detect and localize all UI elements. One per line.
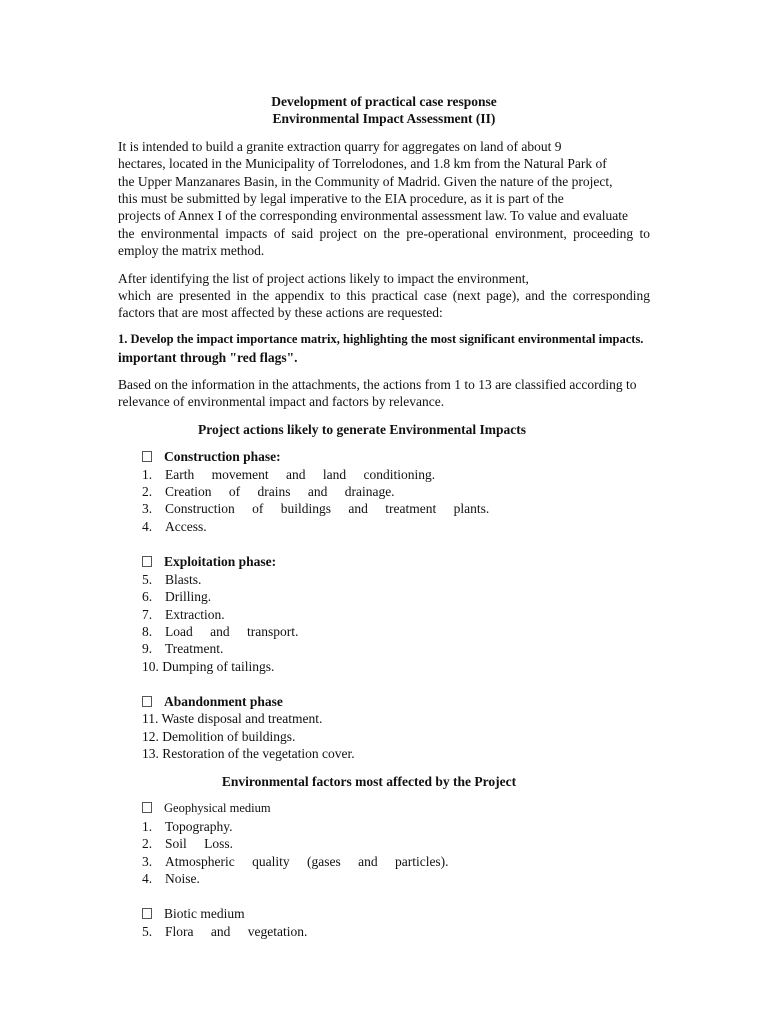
item-text: Topography. xyxy=(165,819,233,834)
list-item xyxy=(142,500,489,517)
question-line1: 1. Develop the impact importance matrix, highlighting the most significant environmental impacts. xyxy=(118,332,644,346)
item-number: 1. xyxy=(142,467,153,482)
checkbox-bullet-icon xyxy=(142,556,152,567)
list-item xyxy=(142,571,201,588)
phase-construction xyxy=(142,448,281,465)
paragraph-line: Based on the information in the attachments, the actions from 1 to 13 are classified according to xyxy=(118,377,637,392)
list-item xyxy=(142,623,298,640)
list-item xyxy=(142,483,395,500)
item-text: Blasts. xyxy=(165,572,202,587)
question-line2: important through "red flags". xyxy=(118,350,298,365)
medium-biotic xyxy=(142,905,245,922)
checkbox-bullet-icon xyxy=(142,802,152,813)
medium-geophysical xyxy=(142,800,271,817)
item-text: Load and transport. xyxy=(165,624,299,639)
item-number: 8. xyxy=(142,624,153,639)
item-number: 10. xyxy=(142,659,159,674)
item-text: Flora and vegetation. xyxy=(165,924,308,939)
item-number: 1. xyxy=(142,819,153,834)
item-text: Access. xyxy=(165,519,207,534)
item-text: Construction of buildings and treatment plants. xyxy=(165,501,490,516)
list-item xyxy=(142,853,449,870)
document-title-line2: Environmental Impact Assessment (II) xyxy=(272,111,496,126)
item-number: 9. xyxy=(142,641,153,656)
list-item xyxy=(142,588,211,605)
list-item xyxy=(142,870,200,887)
item-number: 5. xyxy=(142,572,153,587)
item-text: Soil Loss. xyxy=(165,836,234,851)
item-text: Restoration of the vegetation cover. xyxy=(162,746,355,761)
paragraph-line: projects of Annex I of the corresponding environmental assessment law. To value and evaluate xyxy=(118,208,629,223)
paragraph-line: It is intended to build a granite extraction quarry for aggregates on land of about 9 xyxy=(118,139,562,154)
list-item xyxy=(142,923,307,940)
item-text: Atmospheric quality (gases and particles). xyxy=(165,854,449,869)
paragraph-line: which are presented in the appendix to this practical case (next page), and the corresponding xyxy=(118,288,650,303)
item-number: 11. xyxy=(142,711,159,726)
item-number: 3. xyxy=(142,501,153,516)
item-number: 5. xyxy=(142,924,153,939)
paragraph-line: the environmental impacts of said project on the pre-operational environment, proceeding to xyxy=(118,226,650,241)
item-number: 4. xyxy=(142,871,153,886)
paragraph-line: hectares, located in the Municipality of Torrelodones, and 1.8 km from the Natural Park of xyxy=(118,156,607,171)
item-text: Treatment. xyxy=(165,641,224,656)
item-number: 2. xyxy=(142,484,153,499)
item-number: 2. xyxy=(142,836,153,851)
checkbox-bullet-icon xyxy=(142,908,152,919)
list-item xyxy=(142,728,295,745)
list-item xyxy=(142,606,225,623)
phase-abandonment xyxy=(142,693,283,710)
list-item xyxy=(142,745,355,762)
item-number: 13. xyxy=(142,746,159,761)
list-item xyxy=(142,835,233,852)
item-number: 3. xyxy=(142,854,153,869)
paragraph-line: the Upper Manzanares Basin, in the Community of Madrid. Given the nature of the project, xyxy=(118,174,613,189)
paragraph-line: After identifying the list of project actions likely to impact the environment, xyxy=(118,271,529,286)
item-number: 6. xyxy=(142,589,153,604)
paragraph-line: relevance of environmental impact and factors by relevance. xyxy=(118,394,445,409)
item-text: Extraction. xyxy=(165,607,225,622)
item-text: Drilling. xyxy=(165,589,212,604)
paragraph-line: this must be submitted by legal imperative to the EIA procedure, as it is part of the xyxy=(118,191,564,206)
item-number: 7. xyxy=(142,607,153,622)
medium-name: Geophysical medium xyxy=(164,801,271,815)
item-text: Creation of drains and drainage. xyxy=(165,484,395,499)
phase-name: Abandonment phase xyxy=(164,694,283,709)
paragraph-line: factors that are most affected by these actions are requested: xyxy=(118,305,443,320)
item-number: 12. xyxy=(142,729,159,744)
medium-name: Biotic medium xyxy=(164,906,245,921)
list-item xyxy=(142,466,435,483)
phase-name: Construction phase: xyxy=(164,449,281,464)
list-item xyxy=(142,518,207,535)
phase-exploitation xyxy=(142,553,276,570)
paragraph-line: employ the matrix method. xyxy=(118,243,265,258)
document-title-line1: Development of practical case response xyxy=(271,94,497,109)
list-item xyxy=(142,640,223,657)
item-text: Earth movement and land conditioning. xyxy=(165,467,436,482)
item-text: Dumping of tailings. xyxy=(162,659,275,674)
phase-name: Exploitation phase: xyxy=(164,554,277,569)
list-item xyxy=(142,658,274,675)
list-item xyxy=(142,818,233,835)
factors-heading: Environmental factors most affected by the Project xyxy=(221,774,517,789)
item-text: Waste disposal and treatment. xyxy=(161,711,323,726)
checkbox-bullet-icon xyxy=(142,696,152,707)
checkbox-bullet-icon xyxy=(142,451,152,462)
item-number: 4. xyxy=(142,519,153,534)
item-text: Demolition of buildings. xyxy=(162,729,296,744)
actions-heading: Project actions likely to generate Environmental Impacts xyxy=(198,422,526,437)
item-text: Noise. xyxy=(165,871,200,886)
list-item xyxy=(142,710,322,727)
